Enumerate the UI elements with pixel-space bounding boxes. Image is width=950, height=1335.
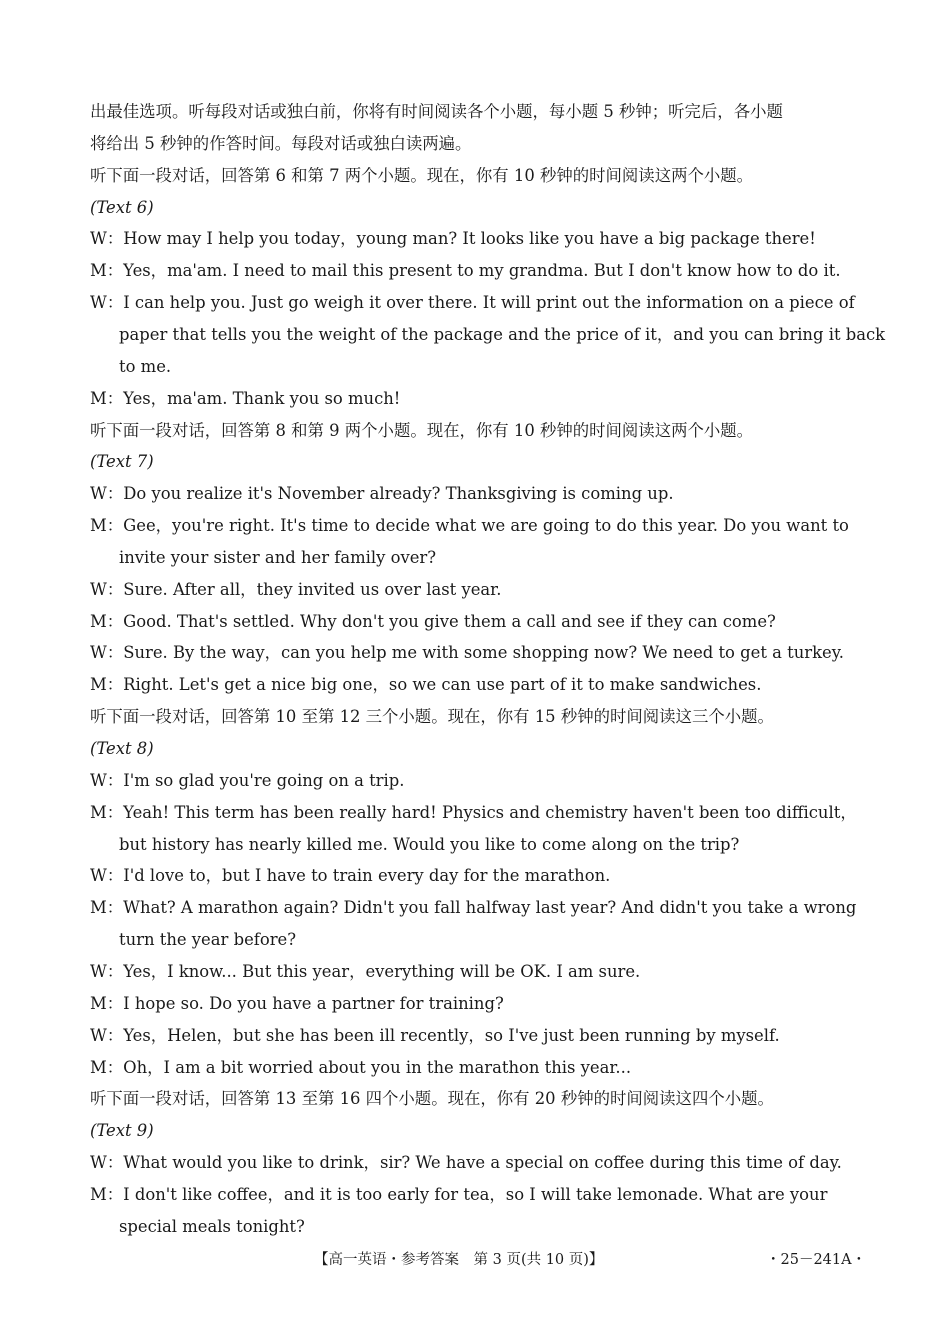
text-line: 听下面一段对话，回答第 8 和第 9 两个小题。现在，你有 10 秒钟的时间阅读这两个小题。: [90, 421, 754, 440]
text-line: W：Sure. After all，they invited us over last year.: [90, 580, 502, 599]
text-line-continuation: but history has nearly killed me. Would you like to come along on the trip?: [119, 835, 740, 854]
text-line: W：Do you realize it's November already? Thanksgiving is coming up.: [90, 484, 674, 503]
section-label: (Text 9): [90, 1121, 154, 1140]
text-line: W：I'm so glad you're going on a trip.: [90, 771, 405, 790]
text-line: 听下面一段对话，回答第 10 至第 12 三个小题。现在，你有 15 秒钟的时间阅读这三个小题。: [90, 707, 774, 726]
text-line: M：Good. That's settled. Why don't you give them a call and see if they can come?: [90, 612, 776, 631]
text-line: W：What would you like to drink，sir? We have a special on coffee during this time of day.: [90, 1153, 842, 1172]
text-line: W：Yes，I know... But this year，everything will be OK. I am sure.: [90, 962, 641, 981]
text-line-continuation: turn the year before?: [119, 930, 297, 949]
text-line: M：Yes，ma'am. I need to mail this present to my grandma. But I don't know how to do it.: [90, 261, 841, 280]
text-line: M：Gee，you're right. It's time to decide what we are going to do this year. Do you want to: [90, 516, 849, 535]
text-line: M：Right. Let's get a nice big one，so we can use part of it to make sandwiches.: [90, 675, 762, 694]
text-line-continuation: special meals tonight?: [119, 1217, 305, 1236]
text-line: M：Yeah! This term has been really hard! Physics and chemistry haven't been too difficult，: [90, 803, 857, 822]
text-line: 出最佳选项。听每段对话或独白前，你将有时间阅读各个小题，每小题 5 秒钟；听完后，各小题: [90, 102, 783, 121]
text-line: M：Yes，ma'am. Thank you so much!: [90, 389, 401, 408]
text-line: M：Oh，I am a bit worried about you in the marathon this year...: [90, 1058, 632, 1077]
text-line: M：What? A marathon again? Didn't you fall halfway last year? And didn't you take a wrong: [90, 898, 857, 917]
footer-page-info: 【高一英语・参考答案 第 3 页(共 10 页)】: [314, 1252, 604, 1268]
text-line: W：I can help you. Just go weigh it over there. It will print out the information on a piece of: [90, 293, 855, 312]
text-line-continuation: to me.: [119, 357, 172, 376]
section-label: (Text 8): [90, 739, 154, 758]
text-line: W：Sure. By the way，can you help me with some shopping now? We need to get a turkey.: [90, 643, 845, 662]
text-line: W：How may I help you today，young man? It looks like you have a big package there!: [90, 229, 816, 248]
footer-doc-code: ・25－241A・: [766, 1252, 867, 1268]
text-line: 听下面一段对话，回答第 6 和第 7 两个小题。现在，你有 10 秒钟的时间阅读这两个小题。: [90, 166, 754, 185]
text-line-continuation: paper that tells you the weight of the package and the price of it，and you can bring it back: [119, 325, 886, 344]
section-label: (Text 6): [90, 198, 154, 217]
text-line: M：I don't like coffee，and it is too early for tea，so I will take lemonade. What are your: [90, 1185, 828, 1204]
page-footer: [0, 1249, 950, 1271]
text-line: W：I'd love to，but I have to train every day for the marathon.: [90, 866, 611, 885]
text-line: 将给出 5 秒钟的作答时间。每段对话或独白读两遍。: [90, 134, 472, 153]
section-label: (Text 7): [90, 452, 154, 471]
text-line: W：Yes，Helen，but she has been ill recently，so I've just been running by myself.: [90, 1026, 780, 1045]
text-line-continuation: invite your sister and her family over?: [119, 548, 437, 567]
text-line: 听下面一段对话，回答第 13 至第 16 四个小题。现在，你有 20 秒钟的时间阅读这四个小题。: [90, 1089, 774, 1108]
text-line: M：I hope so. Do you have a partner for training?: [90, 994, 504, 1013]
